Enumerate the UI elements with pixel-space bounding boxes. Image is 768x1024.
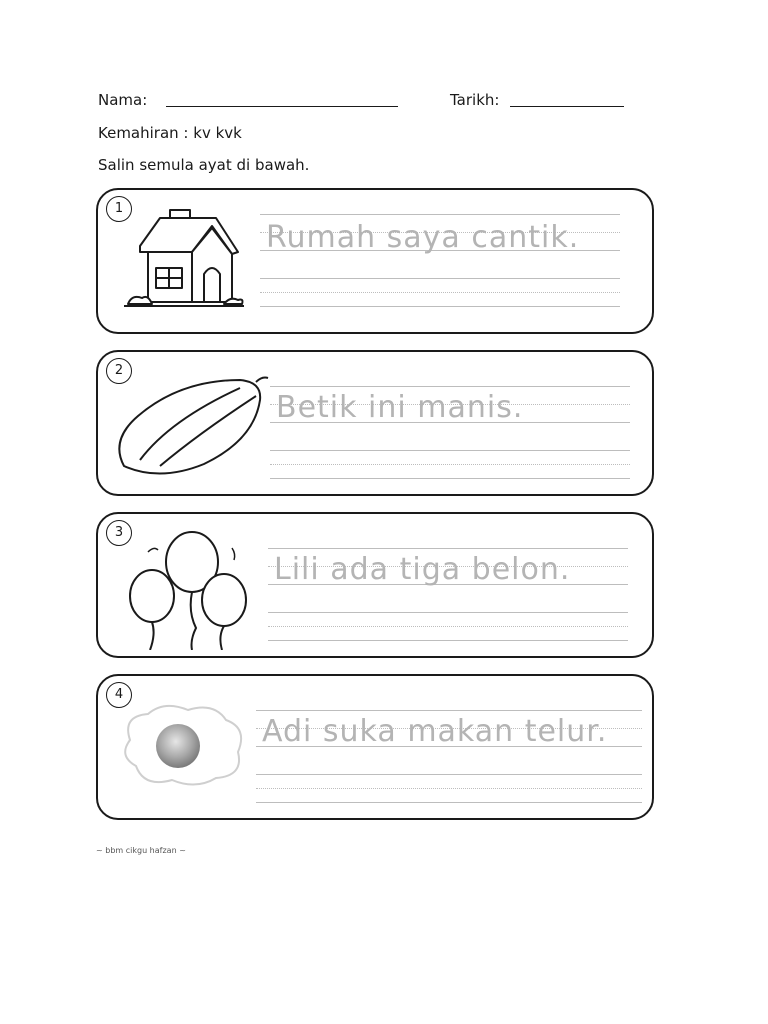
item-number: 4 (106, 682, 132, 708)
house-icon (120, 206, 246, 312)
item-number: 3 (106, 520, 132, 546)
trace-sentence: Betik ini manis. (276, 390, 524, 425)
exercise-card-3 (96, 512, 654, 658)
skill-label: Kemahiran : kv kvk (98, 124, 242, 142)
exercise-card-4 (96, 674, 654, 820)
trace-sentence: Rumah saya cantik. (266, 220, 580, 255)
writing-lines-4 (256, 710, 642, 806)
name-label: Nama: (98, 91, 148, 109)
footer-credit: ~ bbm cikgu hafzan ~ (96, 846, 186, 855)
exercise-card-1 (96, 188, 654, 334)
trace-sentence: Adi suka makan telur. (262, 714, 608, 749)
balloons-icon (118, 528, 258, 650)
date-label: Tarikh: (450, 91, 500, 109)
papaya-icon (110, 370, 270, 480)
name-blank-line (166, 106, 398, 107)
writing-lines-1 (260, 214, 620, 310)
trace-sentence: Lili ada tiga belon. (274, 552, 571, 587)
writing-lines-2 (270, 386, 630, 482)
writing-lines-3 (268, 548, 628, 644)
fried-egg-icon (118, 700, 248, 790)
exercise-card-2 (96, 350, 654, 496)
item-number: 1 (106, 196, 132, 222)
item-number: 2 (106, 358, 132, 384)
date-blank-line (510, 106, 624, 107)
instruction-text: Salin semula ayat di bawah. (98, 156, 310, 174)
